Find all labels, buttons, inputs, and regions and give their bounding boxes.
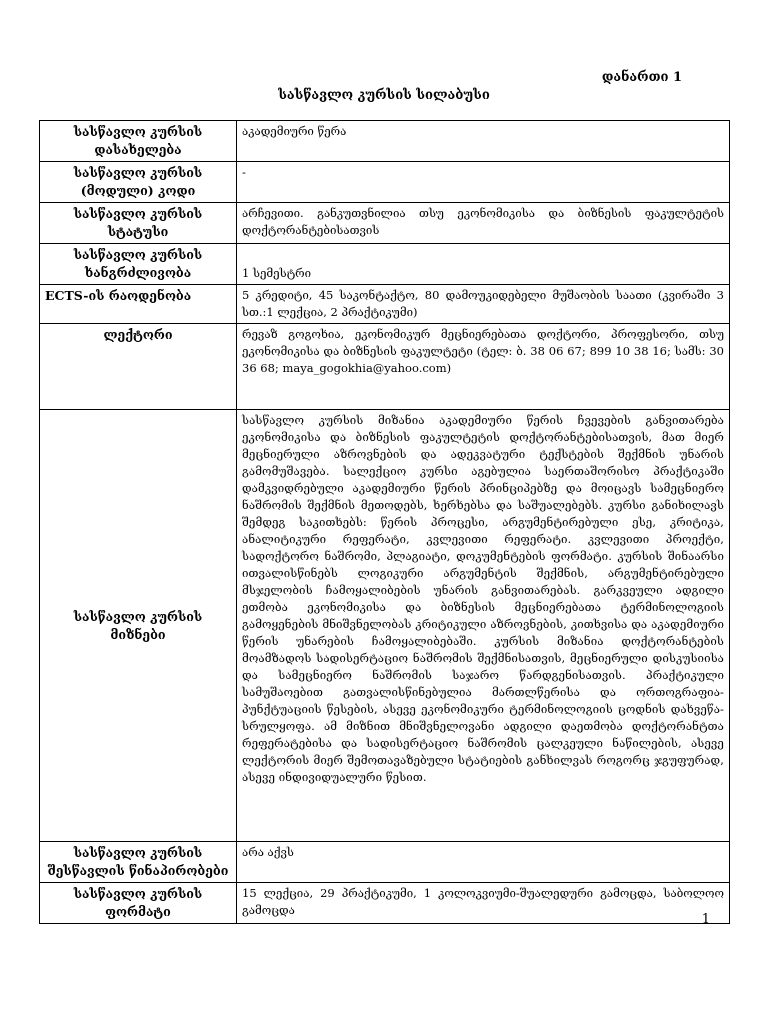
table-row bbox=[40, 285, 730, 324]
page-number: 1 bbox=[701, 912, 710, 927]
table-row bbox=[40, 121, 730, 162]
syllabus-table bbox=[39, 120, 730, 924]
row-label-course-format: სასწავლო კურსის ფორმატი bbox=[40, 883, 237, 924]
table-row bbox=[40, 324, 730, 410]
row-value-ects: 5 კრედიტი, 45 საკონტაქტო, 80 დამოუკიდებელი მუშაობის საათი (კვირაში 3 სთ.:1 ლექცია, 2 პრაქტიკუმი) bbox=[237, 285, 730, 324]
table-row bbox=[40, 883, 730, 924]
table-row bbox=[40, 842, 730, 883]
row-value-course-name: აკადემიური წერა bbox=[237, 121, 730, 162]
table-row bbox=[40, 203, 730, 244]
table-row bbox=[40, 244, 730, 285]
row-label-course-status: სასწავლო კურსის სტატუსი bbox=[40, 203, 237, 244]
row-label-course-code: სასწავლო კურსის (მოდული) კოდი bbox=[40, 162, 237, 203]
row-value-course-goals bbox=[237, 410, 730, 842]
row-value-course-format: 15 ლექცია, 29 პრაქტიკუმი, 1 კოლოკვიუმი-შუალედური გამოცდა, საბოლოო გამოცდა bbox=[237, 883, 730, 924]
row-label-ects: ECTS-ის რაოდენობა bbox=[40, 285, 237, 324]
table-row bbox=[40, 162, 730, 203]
page-title: სასწავლო კურსის სილაბუსი bbox=[278, 88, 490, 103]
row-label-lecturer: ლექტორი bbox=[40, 324, 237, 410]
table-row bbox=[40, 410, 730, 842]
row-value-lecturer: რევაზ გოგოხია, ეკონომიკურ მეცნიერებათა დოქტორი, პროფესორი, თსუ ეკონომიკისა და ბიზნესის ფაკულტეტი (ტელ: ბ. 38 06 67; 899 10 38 16; სამს: 30 36 68; maya_gogokhia@yahoo.com) bbox=[237, 324, 730, 410]
course-goals-text: სასწავლო კურსის მიზანია აკადემიური წერის ჩვევების განვითარება ეკონომიკისა და ბიზნესის ფაკულტეტის დოქტორანტებისათვის, მათ მიერ მეცნიერული აზროვნების და ადეკვატური ტექსტების შექმნის უნარის გამომუშავება. სალექციო კურსი აგებულია საერთაშორისო პრაქტიკაში დამკვიდრებული აკადემიური წერის პრინციპებზე და მოიცავს სამეცნიერო ნაშრომის შექმნის მეთოდებს, ხერხებსა და საშუალებებს. კურსი განიხილავს შემდეგ საკითხებს: წერის პროცესი, არგუმენტირებული ესე, კრიტიკა, ანალიტიკური რეფერატი, კვლევითი რეფერატი. კვლევითი პროექტი, სადოქტორო ნაშრომი, პლაგიატი, დოკუმენტების ფორმატი. კურსის შინაარსი ითვალისწინებს ლოგიკური არგუმენტის შექმნის, არგუმენტირებული მსჯელობის ჩამოყალიბების უნარის განვითარებას. გარკვეული ადგილი ეთმობა ეკონომიკისა და ბიზნესის მეცნიერებათა ტერმინოლოგიის გამოყენების მნიშვნელობას კრიტიკული აზროვნების, კითხვისა და აკადემიური წერის უნარების ჩამოყალიბებაში. კურსის მიზანია დოქტორანტების მოამზადოს სადისერტაციო ნაშრომის შექმნისათვის, მეცნიერული დისკუსიისა და სამეცნიერო ნაშრომის საჯარო წარდგენისათვის. პრაქტიკული სამუშაოებით გათვალისწინებულია მართლწერისა და ორთოგრაფია-პუნქტუაციის წესების, ასევე ეკონომიკური ტერმინოლოგიის ცოდნის დახვეწა-სრულყოფა. ამ მიზნით მნიშვნელოვანი ადგილი დაეთმობა დოქტორანტთა რეფერატებისა და სადისერტაციო ნაშრომის ცალკეული ნაწილების, ასევე ლექტორის მიერ შემოთავაზებული სტატიების განხილვას როგორც ჯგუფურად, ასევე ინდივიდუალური წესით. bbox=[242, 413, 724, 784]
row-label-course-duration: სასწავლო კურსის ხანგრძლივობა bbox=[40, 244, 237, 285]
row-value-course-duration: 1 სემესტრი bbox=[237, 244, 730, 285]
row-value-course-code: - bbox=[237, 162, 730, 203]
annex-label: დანართი 1 bbox=[601, 70, 682, 85]
row-label-prerequisites: სასწავლო კურსის შესწავლის წინაპირობები bbox=[40, 842, 237, 883]
row-value-course-status: არჩევითი. განკუთვნილია თსუ ეკონომიკისა და ბიზნესის ფაკულტეტის დოქტორანტებისათვის bbox=[237, 203, 730, 244]
row-label-course-goals: სასწავლო კურსის მიზნები bbox=[40, 410, 237, 842]
row-value-prerequisites: არა აქვს bbox=[237, 842, 730, 883]
row-label-course-name: სასწავლო კურსის დასახელება bbox=[40, 121, 237, 162]
